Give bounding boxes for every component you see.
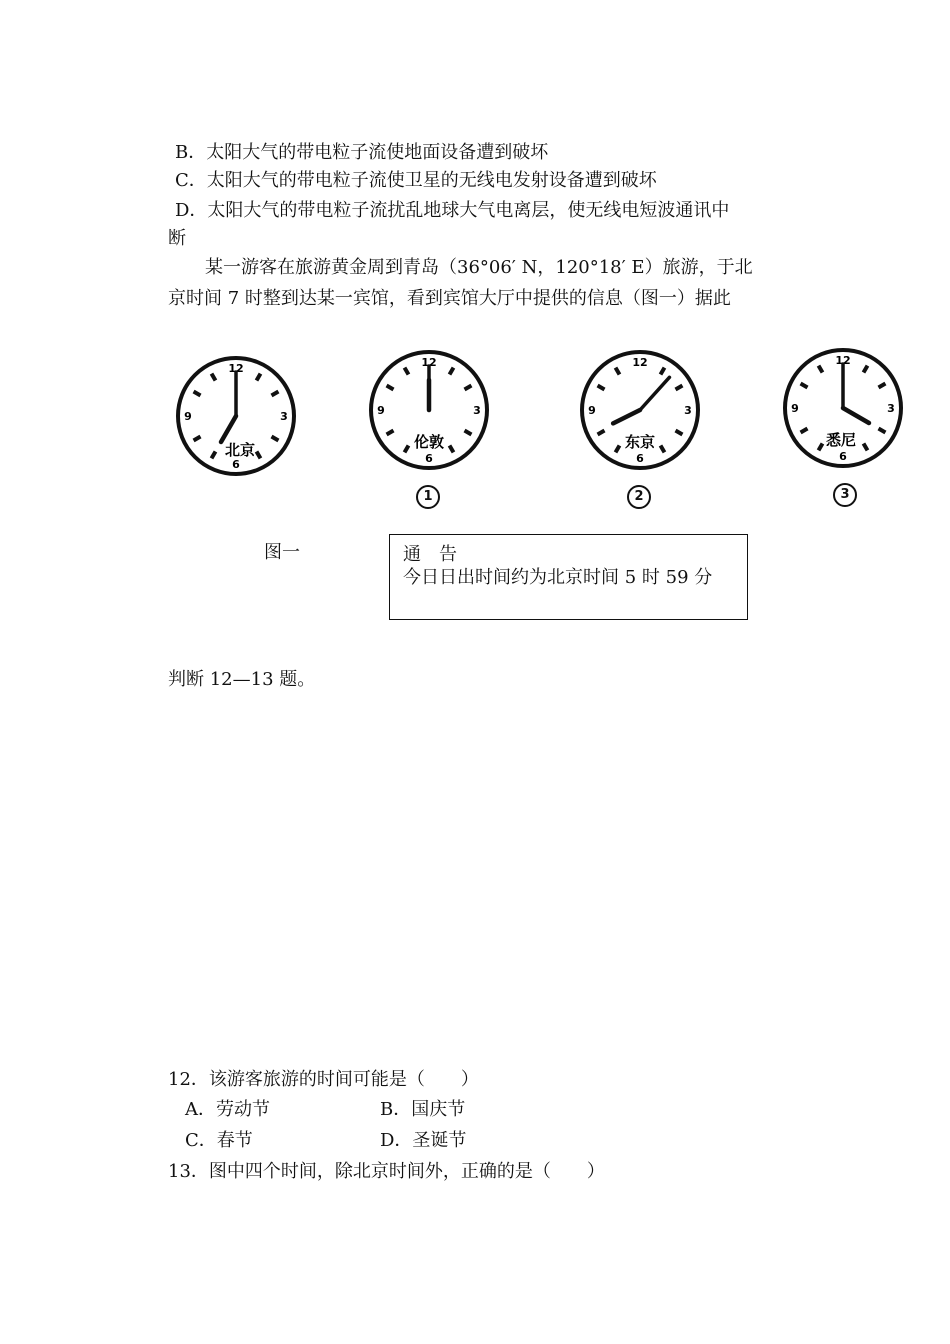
dial-number-6: 6 xyxy=(636,452,644,465)
badge-2: 2 xyxy=(627,485,651,509)
option-d-text-line1: D．太阳大气的带电粒子流扰乱地球大气电离层，使无线电短波通讯中 xyxy=(175,200,730,221)
badge-1: 1 xyxy=(416,485,440,509)
clock-tokyo xyxy=(576,346,704,474)
clock-city-label: 悉尼 xyxy=(825,431,857,449)
clock-face-beijing xyxy=(172,352,300,480)
dial-number-9: 9 xyxy=(791,402,799,415)
passage-line-2: 京时间 7 时整到达某一宾馆，看到宾馆大厅中提供的信息（图一）据此 xyxy=(168,288,731,309)
passage-line-3: 判断 12—13 题。 xyxy=(168,669,316,690)
clock-beijing xyxy=(172,352,300,480)
notice-box xyxy=(389,534,748,620)
passage-line-1: 某一游客在旅游黄金周到青岛（36°06′ N，120°18′ E）旅游，于北 xyxy=(205,257,753,278)
clock-face-london xyxy=(365,346,493,474)
notice-title: 通 告 xyxy=(403,544,457,565)
dial-number-3: 3 xyxy=(887,402,895,415)
dial-number-6: 6 xyxy=(232,458,240,471)
question-12-stem: 12．该游客旅游的时间可能是（ ） xyxy=(168,1069,479,1090)
dial-number-12: 12 xyxy=(228,362,244,375)
clock-city-label: 北京 xyxy=(224,441,256,459)
dial-number-9: 9 xyxy=(184,410,192,423)
clock-city-label: 东京 xyxy=(624,433,656,451)
clock-face-sydney xyxy=(779,344,907,472)
dial-number-3: 3 xyxy=(473,404,481,417)
question-12-option-c: C．春节 xyxy=(185,1130,253,1151)
dial-number-9: 9 xyxy=(377,404,385,417)
dial-number-9: 9 xyxy=(588,404,596,417)
option-b-text: B．太阳大气的带电粒子流使地面设备遭到破坏 xyxy=(175,142,549,163)
dial-number-12: 12 xyxy=(421,356,437,369)
clock-london xyxy=(365,346,493,474)
option-c-text: C．太阳大气的带电粒子流使卫星的无线电发射设备遭到破坏 xyxy=(175,170,657,191)
question-12-option-b: B．国庆节 xyxy=(380,1099,466,1120)
dial-number-6: 6 xyxy=(425,452,433,465)
question-12-option-a: A．劳动节 xyxy=(185,1099,270,1120)
option-d-text-line2: 断 xyxy=(168,228,186,249)
dial-number-12: 12 xyxy=(632,356,648,369)
dial-number-3: 3 xyxy=(280,410,288,423)
badge-3: 3 xyxy=(833,483,857,507)
notice-text: 今日日出时间约为北京时间 5 时 59 分 xyxy=(403,567,713,588)
dial-number-12: 12 xyxy=(835,354,851,367)
clock-sydney xyxy=(779,344,907,472)
dial-number-3: 3 xyxy=(684,404,692,417)
clock-face-tokyo xyxy=(576,346,704,474)
dial-number-6: 6 xyxy=(839,450,847,463)
clock-city-label: 伦敦 xyxy=(413,433,445,451)
question-13-stem: 13．图中四个时间，除北京时间外，正确的是（ ） xyxy=(168,1161,605,1182)
figure-caption: 图一 xyxy=(264,542,300,563)
question-12-option-d: D．圣诞节 xyxy=(380,1130,467,1151)
